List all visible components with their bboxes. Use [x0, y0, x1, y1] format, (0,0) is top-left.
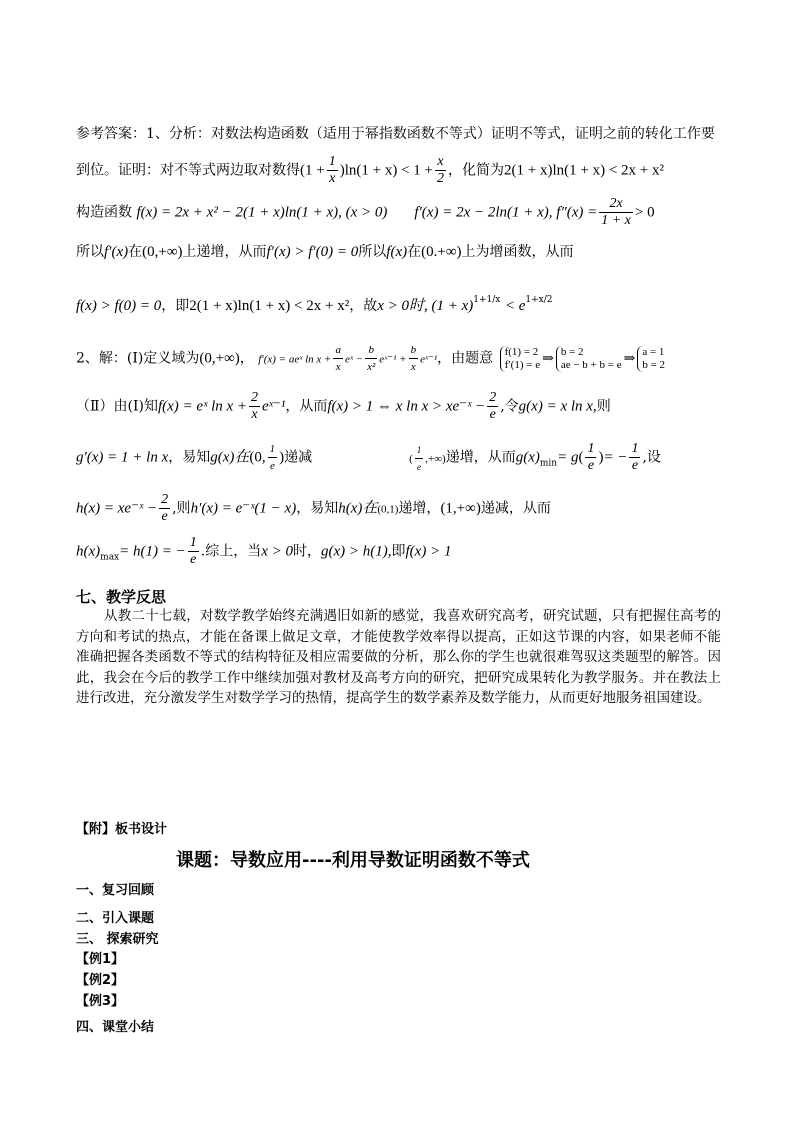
h-final: g(x) > h(1), [320, 543, 392, 560]
concl-text-1: ，即 [161, 298, 190, 314]
frac-1-over-e-d: $\frac{1}{e}$ [189, 535, 197, 567]
ineq1-pre: (1 + [300, 162, 325, 179]
g-min-sub: min [539, 458, 558, 469]
h-inc: 递增， [398, 500, 441, 517]
g-min-val: = − [603, 449, 628, 466]
mono-expr-4: f(x) [386, 244, 408, 260]
exp-1-plus-x-over-2: 1+x/2 [525, 295, 553, 305]
g-inc: 递增，从而 [445, 449, 516, 466]
g-text2: g(x)在 [210, 449, 250, 466]
board-title: 课题：导数应用----利用导数证明函数不等式 [176, 850, 530, 871]
g-interval1: (0, [249, 449, 266, 466]
system-3 [637, 346, 665, 372]
part2-label: （Ⅱ）由(Ⅰ)知 [76, 398, 158, 415]
frac-1-over-e-b: $\frac{1}{e}$ [587, 441, 595, 473]
sys2-b: ae − b + b = e [560, 358, 622, 371]
board-item-5: 【例2】 [76, 973, 125, 988]
h-max: h(x) [76, 543, 101, 560]
h-max-line [76, 535, 451, 568]
part2-let: ,令 [500, 398, 519, 415]
simplify-expr: 2(1 + x)ln(1 + x) < 2x + x² [504, 162, 664, 179]
simplify-text: ，化简为 [448, 162, 504, 179]
sys1-b: f′(1) = e [504, 358, 541, 371]
h-x: x > 0 [261, 543, 293, 560]
answer-intro-line [76, 124, 715, 144]
g-prime: g′(x) = 1 + ln x [76, 449, 169, 466]
q2-label: 2、解：(Ⅰ)定义域为 [76, 350, 200, 367]
h-then: ,则 [172, 500, 191, 517]
board-item-2: 二、引入课题 [76, 911, 155, 926]
deriv-expr: f′(x) = 2x − 2ln(1 + x), f″(x) = [414, 204, 598, 221]
sys3-a: a = 1 [642, 345, 665, 358]
board-item-7: 四、课堂小结 [76, 1020, 155, 1035]
h-prime: h′(x) = e⁻ˣ(1 − x) [190, 500, 297, 517]
construct-label: 构造函数 [76, 204, 132, 221]
g-text1: ，易知 [168, 449, 211, 466]
q2-part1-line: 2、解：(Ⅰ)定义域为(0,+∞)， f′(x) = aeˣ ln x + $\frac{a}{x}$ eˣ − $\frac{b}{\text{x²}}$ eˣ⁻¹ + $\frac{b}{x}$ eˣ⁻¹，由题意 f(1) = 2 f′(1) = e ⇒ b = 2 ae − b + b = e ⇒ a = 1 b = 2 [76, 344, 666, 373]
part2-fn: f(x) = eˣ ln x + [157, 398, 248, 415]
q2-part2-line [76, 390, 611, 423]
g-dec: 递减 [284, 449, 313, 466]
g-prime-line: g′(x) = 1 + ln x，易知g(x)在(0, $\frac{1}{e}$ )递减 ( $\frac{1}{e}$ ,+∞)递增，从而$g(x)_{min}= g$( $\frac{1}{e}$ )= − $\frac{1}{e}$ ,设 [76, 441, 661, 473]
h-max-eq: = h(1) = − [119, 543, 186, 560]
mono-expr-5: (0.+∞) [421, 244, 462, 260]
part2-then: 则 [596, 398, 611, 415]
g-min: g(x) [515, 449, 540, 466]
board-item-3: 三、 探索研究 [76, 932, 159, 947]
frac-1-over-x: $\frac{1}{x}$ [328, 154, 336, 186]
deriv-gt: > 0 [634, 204, 655, 221]
board-item-1: 一、复习回顾 [76, 883, 155, 898]
concl-expr-4: < e [504, 298, 526, 314]
mono-text-2: 在 [128, 244, 143, 260]
mono-expr-1: f′(x) [104, 244, 129, 260]
frac-1-over-e-c: $\frac{1}{e}$ [631, 441, 639, 473]
sys3-b: b = 2 [642, 358, 666, 371]
h-text2: h(x)在 [338, 500, 378, 517]
construct-line [76, 196, 655, 229]
frac-a-over-x: $\frac{a}{x}$ [335, 344, 341, 373]
q2-deriv-mid2: eˣ⁻¹ + [379, 353, 407, 366]
system-2 [556, 346, 622, 372]
q2-deriv-mid: eˣ − [344, 353, 364, 366]
frac-1-over-e-a: $\frac{1}{e}$ [269, 443, 276, 472]
frac-2-over-e: $\frac{2}{e}$ [489, 390, 497, 422]
h-last: f(x) > 1 [405, 543, 452, 560]
reflection-heading: 七、教学反思 [76, 588, 167, 606]
concl-text-2: ，故 [349, 298, 378, 314]
q2-deriv-end: eˣ⁻¹ [420, 353, 438, 366]
frac-x-over-2: $\frac{x}{2}$ [437, 154, 444, 186]
frac-2-over-e-b: $\frac{2}{e}$ [161, 492, 169, 524]
part2-g: g(x) = x ln x, [518, 398, 597, 415]
q2-condition: ，由题意 [437, 350, 494, 367]
construct-expr: f(x) = 2x + x² − 2(1 + x)ln(1 + x), (x > 0) [136, 204, 388, 221]
sys2-a: b = 2 [560, 345, 584, 358]
h-int2: (1,+∞) [440, 500, 481, 517]
h-def: h(x) = xe⁻ˣ − [76, 500, 158, 517]
answer-proof-line [76, 154, 664, 187]
exp-1-plus-1-over-x: 1+1/x [473, 295, 501, 305]
h-dec: 递减，从而 [480, 500, 551, 517]
q2-deriv: f′(x) = aeˣ ln x + [258, 353, 332, 366]
frac-b-over-x: $\frac{b}{x}$ [410, 344, 417, 373]
concl-expr-3: x > 0时, (1 + x) [377, 298, 474, 314]
mono-text-6: 上为增函数，从而 [461, 244, 574, 260]
sys1-a: f(1) = 2 [504, 345, 539, 358]
h-max-sub: max [100, 552, 120, 563]
g-interval2: ( $\frac{1}{e}$ ,+∞) [409, 453, 446, 465]
board-item-6: 【例3】 [76, 994, 125, 1009]
h-i: 即 [391, 543, 406, 560]
frac-2x-over-1px: $\frac{2x}{1 + x}$ [601, 196, 631, 228]
mono-text-3: 上递增，从而 [182, 244, 267, 260]
h-text1: ，易知 [296, 500, 339, 517]
q2-domain: (0,+∞) [199, 350, 240, 367]
mono-text-5: 在 [407, 244, 422, 260]
h-when: 时， [292, 543, 321, 560]
frac-b-over-x2: $\frac{b}{\text{x²}}$ [367, 344, 376, 373]
part2-exp: eˣ⁻¹ [262, 398, 286, 415]
g-min-eq: = g [557, 449, 579, 466]
part2-text: ，从而 [285, 398, 328, 415]
board-item-4: 【例1】 [76, 952, 125, 967]
board-label: 【附】板书设计 [76, 822, 168, 837]
answer-intro: 参考答案：1、分析：对数法构造函数（适用于幂指数函数不等式）证明不等式，证明之前的转化工作要 [76, 126, 715, 142]
mono-text-4: 所以 [358, 244, 387, 260]
proof-intro: 到位。证明：对不等式两边取对数得 [76, 162, 300, 179]
mono-text-1: 所以 [76, 244, 104, 260]
mono-expr-2: (0,+∞) [142, 244, 183, 260]
reflection-body: 从教二十七载，对数学教学始终充满遇旧如新的感觉，我喜欢研究高考，研究试题，只有把握住高考的方向和考试的热点，才能在备课上做足文章，才能使教学效率得以提高，正如这节课的内容，如果老师不能准确把握各类函数不等式的结构特征及相应需要做的分析，那么你的学生也就很难驾驭这类题型的解答。因此，我会在今后的教学工作中继续加强对教材及高考方向的研究，把研究成果转化为教学服务。并在教法上进行改进，充分激发学生对数学学习的热情，提高学生的数学素养及数学能力，从而更好地服务祖国建设。 [76, 608, 721, 706]
system-1 [500, 346, 540, 372]
h-line [76, 492, 551, 525]
concl-expr-2: 2(1 + x)ln(1 + x) < 2x + x² [189, 298, 350, 314]
monotonic-line [76, 242, 574, 262]
concl-expr-1: f(x) > f(0) = 0 [76, 298, 162, 314]
frac-2-over-x: $\frac{2}{x}$ [251, 390, 259, 422]
ineq1-post: )ln(1 + x) < 1 + [339, 162, 433, 179]
mono-expr-3: f′(x) > f′(0) = 0 [266, 244, 359, 260]
h-summary: .综上，当 [200, 543, 262, 560]
h-int1: (0,1) [377, 503, 399, 516]
conclusion-line [76, 290, 552, 316]
part2-ineq: f(x) > 1 ⇔ x ln x > xe⁻ˣ − [327, 398, 486, 415]
g-set: ,设 [642, 449, 661, 466]
